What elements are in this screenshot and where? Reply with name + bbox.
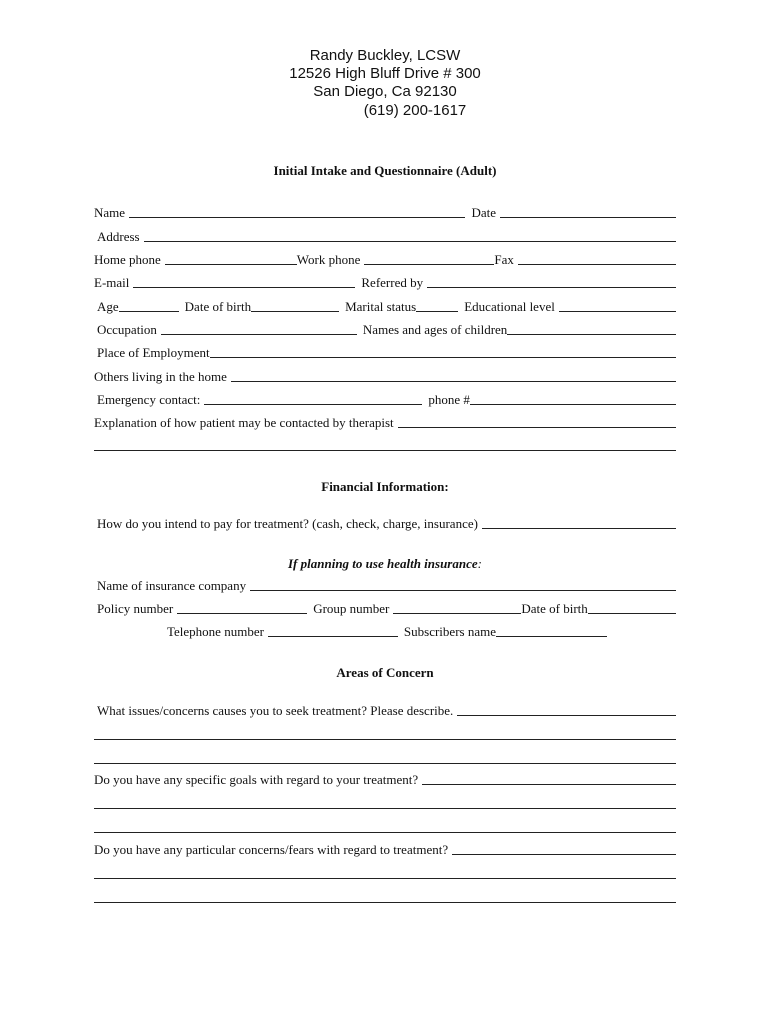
insurance-telephone-field[interactable]	[268, 636, 398, 637]
others-row	[94, 367, 676, 385]
home-phone-field[interactable]	[165, 264, 297, 265]
marital-field[interactable]	[416, 311, 458, 312]
others-label: Others living in the home	[94, 369, 227, 384]
concern-answer-1-line-2[interactable]	[94, 739, 676, 740]
street-address: 12526 High Bluff Drive # 300	[289, 65, 481, 82]
home-phone-label: Home phone	[94, 252, 161, 267]
fax-field[interactable]	[518, 264, 676, 265]
employment-label: Place of Employment	[97, 345, 210, 360]
insurance-phone-row	[167, 622, 607, 640]
explanation-field[interactable]	[398, 427, 676, 428]
insured-dob-label: Date of birth	[521, 601, 588, 616]
insurance-telephone-label: Telephone number	[167, 624, 264, 639]
work-phone-field[interactable]	[364, 264, 494, 265]
insured-dob-field[interactable]	[588, 613, 676, 614]
name-date-row	[94, 203, 676, 221]
address-field[interactable]	[144, 241, 676, 242]
policy-field[interactable]	[177, 613, 307, 614]
address-row	[97, 227, 676, 245]
marital-label: Marital status	[345, 299, 417, 314]
fax-label: Fax	[494, 252, 514, 267]
insurance-company-label: Name of insurance company	[97, 578, 247, 593]
concern-answer-2-line-2[interactable]	[94, 808, 676, 809]
dob-label: Date of birth	[184, 299, 252, 314]
explanation-label: Explanation of how patient may be contacted by therapist	[94, 415, 394, 430]
emergency-label: Emergency contact:	[97, 392, 201, 407]
concern-question-2-row	[94, 770, 676, 788]
occupation-label: Occupation	[97, 322, 157, 337]
insurance-heading	[0, 556, 770, 572]
occupation-field[interactable]	[161, 334, 357, 335]
city-address: San Diego, Ca 92130	[313, 83, 457, 100]
education-field[interactable]	[559, 311, 676, 312]
phones-row	[94, 250, 676, 268]
form-title: Initial Intake and Questionnaire (Adult)	[273, 163, 497, 178]
others-field[interactable]	[231, 381, 676, 382]
name-label: Name	[94, 205, 126, 220]
work-phone-label: Work phone	[296, 252, 361, 267]
concern-answer-3-line-2[interactable]	[94, 878, 676, 879]
payment-row	[97, 514, 676, 532]
explanation-continuation-line[interactable]	[94, 450, 676, 451]
concern-answer-1-line-3[interactable]	[94, 763, 676, 764]
date-label: Date	[471, 205, 496, 220]
phone-number: (619) 200-1617	[363, 102, 467, 119]
concern-question-3: Do you have any particular concerns/fears with regard to treatment?	[94, 842, 449, 857]
email-referred-row	[94, 273, 676, 291]
group-field[interactable]	[393, 613, 521, 614]
email-label: E-mail	[94, 275, 130, 290]
explanation-row	[94, 413, 676, 431]
concern-answer-2-line-3[interactable]	[94, 832, 676, 833]
payment-question: How do you intend to pay for treatment? (cash, check, charge, insurance)	[97, 516, 478, 531]
children-label: Names and ages of children	[362, 322, 508, 337]
concern-question-2: Do you have any specific goals with regard to your treatment?	[94, 772, 419, 787]
age-label: Age	[97, 299, 119, 314]
group-label: Group number	[313, 601, 390, 616]
concern-answer-3-field[interactable]	[452, 854, 676, 855]
concern-question-3-row	[94, 840, 676, 858]
occupation-row	[97, 320, 676, 338]
emergency-field[interactable]	[204, 404, 422, 405]
email-field[interactable]	[133, 287, 355, 288]
referred-label: Referred by	[361, 275, 424, 290]
employment-row	[97, 343, 676, 361]
payment-field[interactable]	[482, 528, 676, 529]
insurance-heading-colon: :	[477, 556, 482, 571]
insurance-heading-text: If planning to use health insurance	[288, 556, 478, 571]
insurance-company-row	[97, 576, 676, 594]
insurance-company-field[interactable]	[250, 590, 676, 591]
concern-question-1: What issues/concerns causes you to seek treatment? Please describe.	[97, 703, 454, 718]
address-label: Address	[97, 229, 140, 244]
concern-answer-3-line-3[interactable]	[94, 902, 676, 903]
subscriber-label: Subscribers name	[403, 624, 496, 639]
concerns-heading: Areas of Concern	[336, 665, 434, 680]
name-field[interactable]	[129, 217, 465, 218]
date-field[interactable]	[500, 217, 676, 218]
age-row	[97, 297, 676, 315]
subscriber-field[interactable]	[496, 636, 607, 637]
emergency-row	[97, 390, 676, 408]
practitioner-name: Randy Buckley, LCSW	[309, 47, 461, 64]
employment-field[interactable]	[210, 357, 676, 358]
age-field[interactable]	[119, 311, 179, 312]
concern-question-1-row	[97, 701, 676, 719]
concern-answer-2-field[interactable]	[422, 784, 676, 785]
education-label: Educational level	[464, 299, 555, 314]
emergency-phone-field[interactable]	[470, 404, 676, 405]
policy-label: Policy number	[97, 601, 174, 616]
children-field[interactable]	[507, 334, 676, 335]
emergency-phone-label: phone #	[428, 392, 470, 407]
financial-heading: Financial Information:	[321, 479, 449, 494]
concern-answer-1-field[interactable]	[457, 715, 676, 716]
referred-field[interactable]	[427, 287, 676, 288]
dob-field[interactable]	[251, 311, 339, 312]
policy-row	[97, 599, 676, 617]
